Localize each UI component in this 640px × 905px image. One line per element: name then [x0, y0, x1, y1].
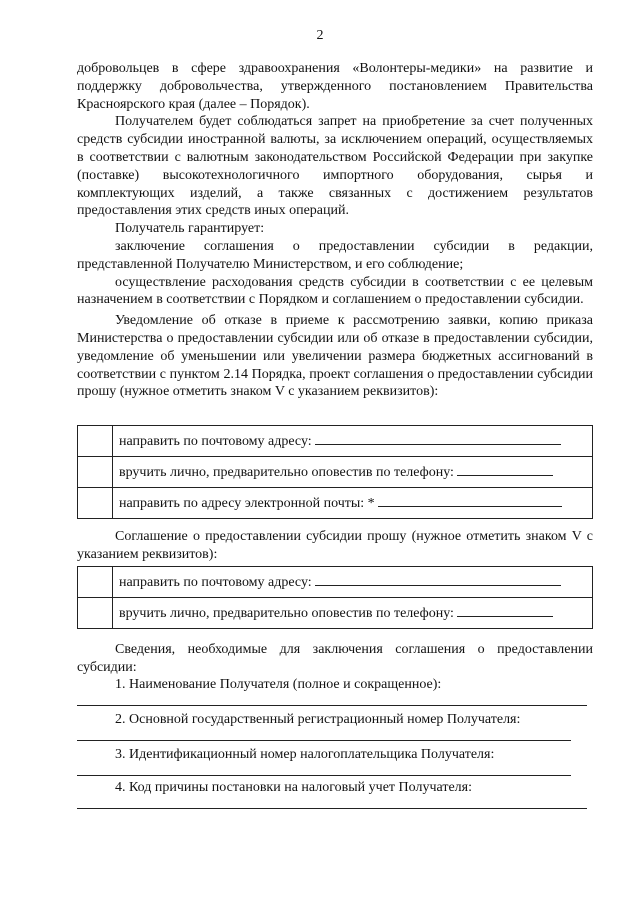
checkbox-cell-postal[interactable] [78, 426, 113, 457]
table-row [78, 426, 593, 457]
postal-address-field[interactable] [315, 433, 561, 445]
option-in-person [113, 598, 593, 629]
item-recipient-name: 1. Наименование Получателя (полное и сокращенное): [115, 677, 442, 692]
paragraph-info: Сведения, необходимые для заключения соглашения о предоставлении субсидии: [77, 642, 593, 675]
delivery-options-table [77, 425, 593, 519]
item-kpp: 4. Код причины постановки на налоговый учет Получателя: [115, 780, 472, 795]
option-in-person [113, 457, 593, 488]
checkbox-cell-email[interactable] [78, 488, 113, 519]
paragraph-guarantees-heading: Получатель гарантирует: [115, 221, 265, 237]
option-label: направить по адресу электронной почты: * [119, 495, 375, 511]
page-number: 2 [316, 28, 324, 43]
table-row [78, 567, 593, 598]
option-label: вручить лично, предварительно оповестив по телефону: [119, 605, 454, 621]
kpp-line[interactable] [77, 808, 587, 809]
table-row [78, 457, 593, 488]
option-postal-address [113, 426, 593, 457]
table-row [78, 598, 593, 629]
checkbox-cell-postal[interactable] [78, 567, 113, 598]
option-postal-address [113, 567, 593, 598]
postal-address-field[interactable] [315, 574, 561, 586]
inn-line[interactable] [77, 775, 571, 776]
recipient-name-line[interactable] [77, 705, 587, 706]
agreement-options-table [77, 566, 593, 629]
option-email [113, 488, 593, 519]
email-field[interactable] [378, 495, 562, 507]
paragraph-guarantee-spending: осуществление расходования средств субсидии в соответствии с ее целевым назначением в соответствии с Порядком и соглашением о предоставлении субсидии. [77, 274, 593, 308]
option-label: направить по почтовому адресу: [119, 433, 312, 449]
option-label: направить по почтовому адресу: [119, 574, 312, 590]
paragraph-currency-ban: Получателем будет соблюдаться запрет на приобретение за счет полученных средств субсидии иностранной валюты, за исключением операций, осуществляемых в соответствии с валютным законодательством Российской Федерации при закупке (поставке) высокотехнологичного импортного оборудования, сырья и комплектующих изделий, а также связанных с достижением результатов предоставления этих средств иных операций. [77, 114, 593, 219]
paragraph-continuation: добровольцев в сфере здравоохранения «Волонтеры-медики» на развитие и поддержку добровольчества, утвержденного постановлением Правительства Красноярского края (далее – Порядок). [77, 61, 593, 112]
body-text-agreement [77, 528, 593, 564]
phone-field[interactable] [457, 464, 553, 476]
body-text-top [77, 60, 593, 401]
ogrn-line[interactable] [77, 740, 571, 741]
paragraph-notification: Уведомление об отказе в приеме к рассмотрению заявки, копию приказа Министерства о предоставлении субсидии или об отказе в предоставлении субсидии, уведомление об уменьшении или увеличении размера бюджетных ассигнований в соответствии с пунктом 2.14 Порядка, проект соглашения о предоставлении субсидии прошу (нужное отметить знаком V с указанием реквизитов): [77, 313, 593, 400]
item-inn: 3. Идентификационный номер налогоплательщика Получателя: [115, 747, 495, 762]
item-ogrn: 2. Основной государственный регистрационный номер Получателя: [115, 712, 521, 727]
paragraph-guarantee-agreement: заключение соглашения о предоставлении субсидии в редакции, представленной Получателю Министерством, и его соблюдение; [77, 238, 593, 272]
paragraph-agreement: Соглашение о предоставлении субсидии прошу (нужное отметить знаком V с указанием реквизитов): [77, 529, 593, 562]
table-row [78, 488, 593, 519]
checkbox-cell-in-person[interactable] [78, 598, 113, 629]
phone-field[interactable] [457, 605, 553, 617]
option-label: вручить лично, предварительно оповестив по телефону: [119, 464, 454, 480]
checkbox-cell-in-person[interactable] [78, 457, 113, 488]
body-text-info [77, 641, 593, 677]
